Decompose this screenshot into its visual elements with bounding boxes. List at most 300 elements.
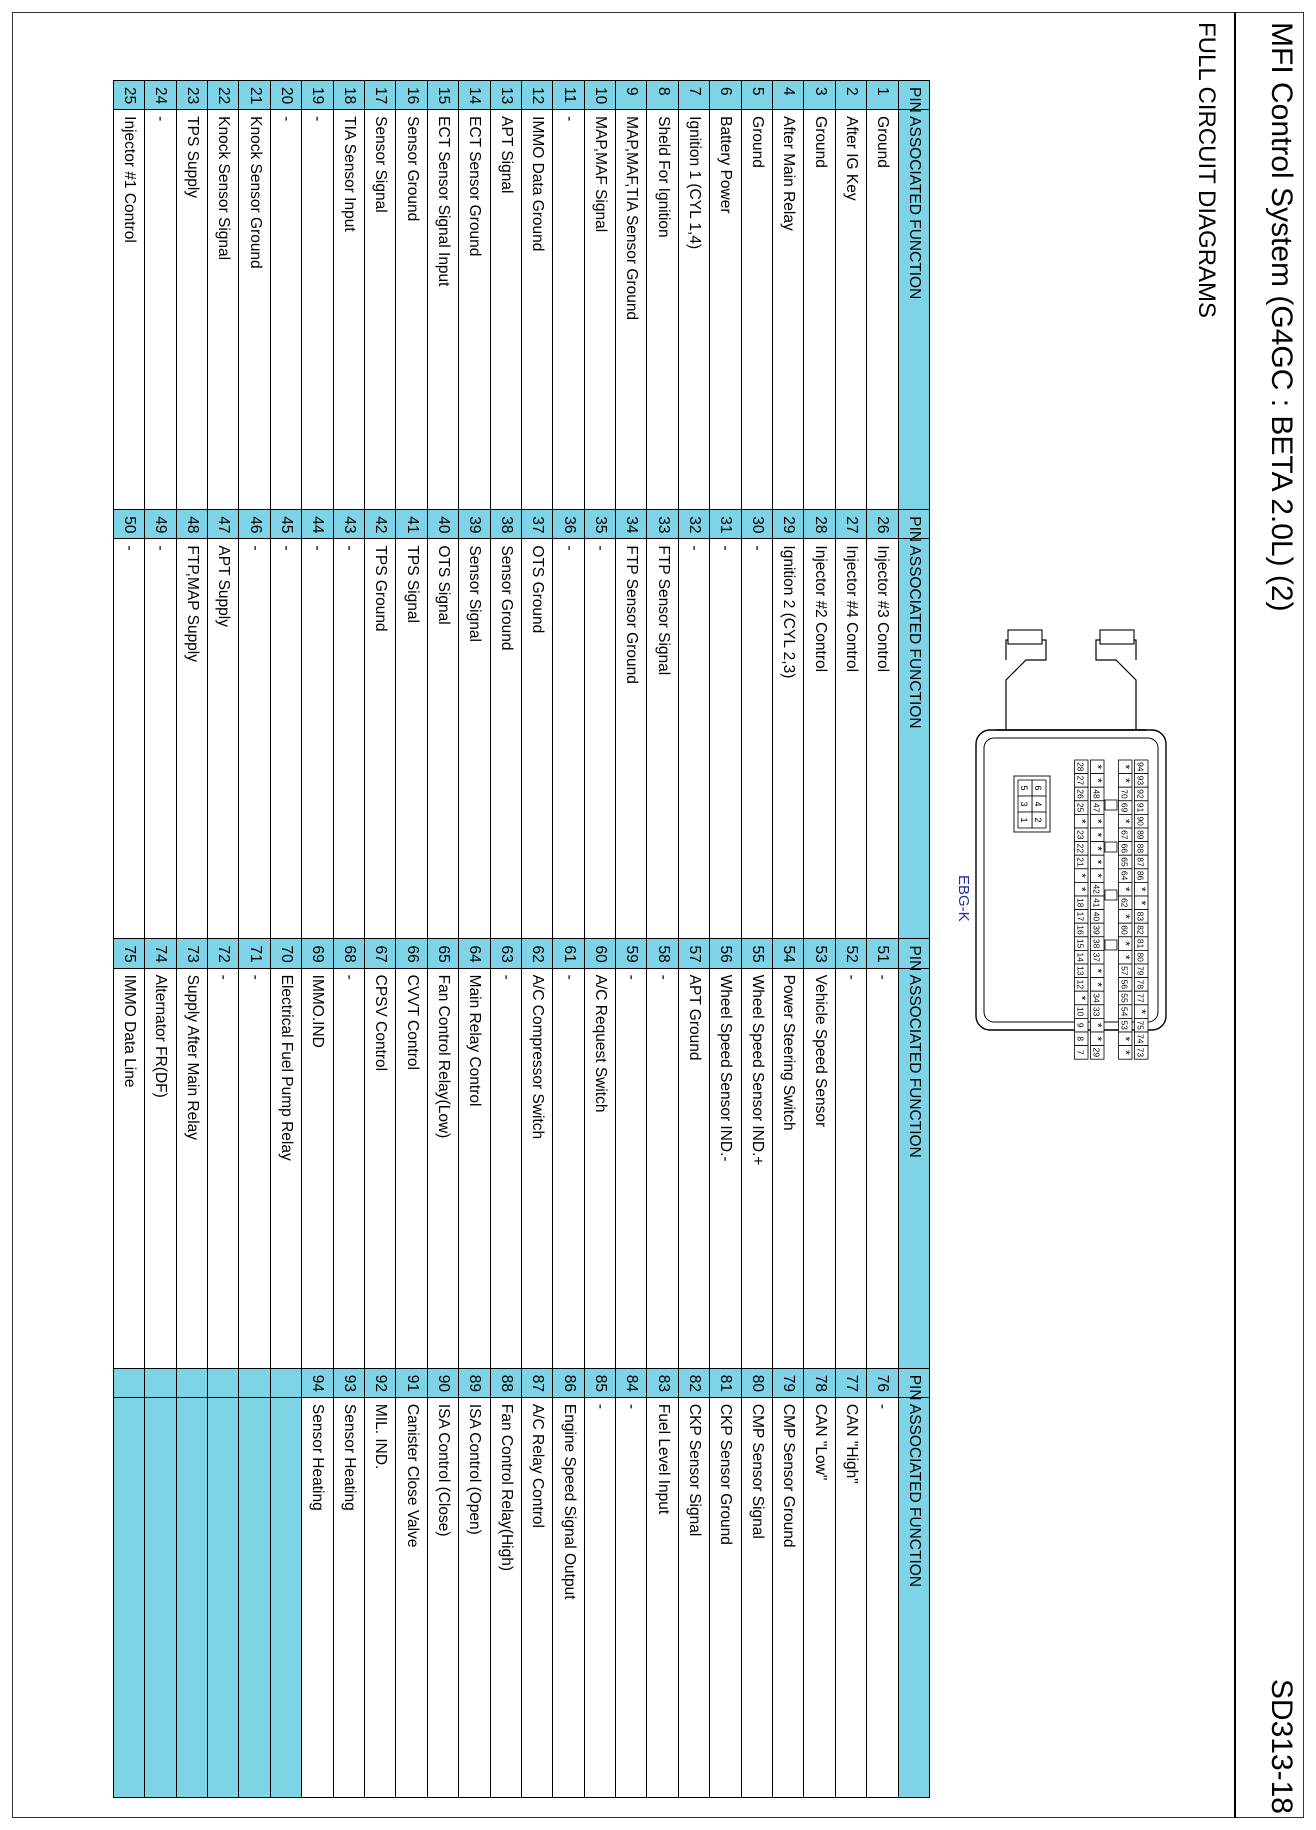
page-subtitle: FULL CIRCUIT DIAGRAMS [1193, 22, 1220, 319]
pin-label: * [1090, 859, 1105, 865]
pin-number-cell: 45 [270, 510, 301, 539]
pin-label: * [1118, 954, 1133, 960]
pin-label: 10 [1075, 1006, 1086, 1017]
pin-number-cell: 4 [773, 81, 804, 110]
pin-number-cell: 58 [647, 939, 678, 968]
key-slot [1105, 842, 1117, 852]
function-header: ASSOCIATED FUNCTION [898, 968, 929, 1368]
pin-number-cell: 64 [459, 939, 490, 968]
key-slot [1105, 800, 1117, 810]
function-cell: - [145, 539, 176, 939]
pin-number-cell: 37 [521, 510, 552, 539]
function-cell: FTP Sensor Signal [647, 539, 678, 939]
pin-number-cell: 31 [710, 510, 741, 539]
function-cell: Battery Power [710, 110, 741, 510]
function-cell: Engine Speed Signal Output [553, 1397, 584, 1797]
pin-label: 26 [1075, 789, 1086, 799]
function-cell: CMP Sensor Ground [773, 1397, 804, 1797]
pin-label: 80 [1135, 952, 1146, 962]
pin-label: * [1118, 1050, 1133, 1055]
function-cell: Knock Sensor Signal [208, 110, 239, 510]
function-cell: - [239, 539, 270, 939]
pin-label: 12 [1075, 979, 1086, 990]
function-cell: Fan Control Relay(Low) [427, 968, 458, 1368]
pin-label: 17 [1075, 911, 1086, 922]
table-row [647, 81, 678, 1798]
small-pin-label: 6 [1033, 785, 1043, 791]
pin-label: * [1074, 995, 1089, 1001]
pin-label: 73 [1135, 1047, 1146, 1058]
pin-number-cell: 77 [835, 1368, 866, 1397]
pin-label: 25 [1075, 802, 1086, 813]
pin-number-cell: 60 [584, 939, 615, 968]
function-cell: After Main Relay [773, 110, 804, 510]
pin-label: 39 [1091, 925, 1102, 935]
pin-label: 29 [1091, 1047, 1102, 1058]
pin-label: 65 [1119, 857, 1130, 867]
pin-label: * [1118, 764, 1133, 770]
function-cell: - [647, 968, 678, 1368]
pin-number-cell: 1 [867, 81, 898, 110]
table-row [710, 81, 741, 1798]
pin-header: PIN [898, 939, 929, 968]
pin-number-cell: 24 [145, 81, 176, 110]
pin-number-cell [270, 1368, 301, 1397]
small-pin-label: 2 [1033, 817, 1043, 823]
table-row [835, 81, 866, 1798]
pin-label: 67 [1119, 830, 1130, 840]
pin-number-cell: 80 [741, 1368, 772, 1397]
function-cell: ISA Control (Open) [459, 1397, 490, 1797]
pin-number-cell: 74 [145, 939, 176, 968]
pin-number-cell: 85 [584, 1368, 615, 1397]
lock-latch-bottom [1008, 630, 1042, 644]
function-cell: Sheld For Ignition [647, 110, 678, 510]
function-cell: CAN "Low" [804, 1397, 835, 1797]
function-cell: Electrical Fuel Pump Relay [270, 968, 301, 1368]
pin-label: 86 [1135, 870, 1146, 881]
pin-number-cell: 50 [113, 510, 144, 539]
function-cell [145, 1397, 176, 1797]
page-title: MFI Control System (G4GC : BETA 2.0L) (2) [1265, 22, 1298, 612]
function-cell: - [553, 110, 584, 510]
pin-number-cell: 10 [584, 81, 615, 110]
function-cell: - [333, 968, 364, 1368]
pin-label: 34 [1091, 993, 1102, 1003]
pin-number-cell: 32 [678, 510, 709, 539]
table-row [490, 81, 521, 1798]
function-cell: Sensor Signal [364, 110, 395, 510]
pin-number-cell: 89 [459, 1368, 490, 1397]
pin-number-cell: 48 [176, 510, 207, 539]
function-cell: Injector #3 Control [867, 539, 898, 939]
pin-label: * [1074, 873, 1089, 878]
pin-label: 41 [1091, 898, 1102, 908]
function-cell: Injector #1 Control [113, 110, 144, 510]
function-cell: - [741, 539, 772, 939]
pin-number-cell: 63 [490, 939, 521, 968]
pin-number-cell: 15 [427, 81, 458, 110]
function-cell: Sensor Signal [459, 539, 490, 939]
function-cell: CKP Sensor Signal [678, 1397, 709, 1797]
table-row [773, 81, 804, 1798]
pin-number-cell: 84 [616, 1368, 647, 1397]
function-cell: - [490, 968, 521, 1368]
lock-tab-top [1096, 640, 1136, 730]
pin-label: 47 [1091, 802, 1102, 813]
function-cell [270, 1397, 301, 1797]
pin-label: * [1118, 818, 1133, 824]
function-cell: - [553, 968, 584, 1368]
connector-label: EBG-K [955, 875, 972, 922]
pin-number-cell: 62 [521, 939, 552, 968]
function-cell: OTS Signal [427, 539, 458, 939]
function-cell: Ground [867, 110, 898, 510]
function-cell: Alternator FR(DF) [145, 968, 176, 1368]
pin-label: 16 [1075, 925, 1086, 935]
small-pin-label: 3 [1019, 801, 1029, 807]
pin-number-cell: 90 [427, 1368, 458, 1397]
pin-label: 78 [1135, 979, 1146, 990]
function-cell: MAP,MAF Signal [584, 110, 615, 510]
table-row [113, 81, 144, 1798]
pin-number-cell: 68 [333, 939, 364, 968]
pin-label: 53 [1119, 1020, 1130, 1030]
function-cell: Ground [741, 110, 772, 510]
table-row [208, 81, 239, 1798]
function-cell: Ignition 1 (CYL 1,4) [678, 110, 709, 510]
pin-label: * [1090, 968, 1105, 974]
pin-number-cell: 75 [113, 939, 144, 968]
pin-label: 57 [1119, 966, 1130, 976]
pin-number-cell: 11 [553, 81, 584, 110]
function-cell: ECT Sensor Signal Input [427, 110, 458, 510]
pin-number-cell: 23 [176, 81, 207, 110]
table-row [270, 81, 301, 1798]
pin-number-cell: 59 [616, 939, 647, 968]
pin-number-cell: 73 [176, 939, 207, 968]
pin-number-cell: 28 [804, 510, 835, 539]
pin-label: 14 [1075, 952, 1086, 962]
function-cell: Sensor Ground [490, 539, 521, 939]
function-cell: - [553, 539, 584, 939]
function-cell: - [270, 539, 301, 939]
pin-number-cell: 66 [396, 939, 427, 968]
pin-number-cell: 56 [710, 939, 741, 968]
function-cell: Vehicle Speed Sensor [804, 968, 835, 1368]
pin-label: * [1134, 900, 1149, 906]
function-cell: CKP Sensor Ground [710, 1397, 741, 1797]
table-row [427, 81, 458, 1798]
function-cell: - [302, 539, 333, 939]
pin-number-cell: 20 [270, 81, 301, 110]
function-cell: - [616, 1397, 647, 1797]
table-row [176, 81, 207, 1798]
pin-number-cell: 42 [364, 510, 395, 539]
key-slot [1105, 940, 1117, 950]
function-cell: Power Steering Switch [773, 968, 804, 1368]
function-cell: CPSV Control [364, 968, 395, 1368]
pin-header: PIN [898, 1368, 929, 1397]
function-cell: TPS Signal [396, 539, 427, 939]
function-cell: - [584, 539, 615, 939]
pin-number-cell: 19 [302, 81, 333, 110]
table-row [678, 81, 709, 1798]
function-header: ASSOCIATED FUNCTION [898, 539, 929, 939]
pin-table [113, 80, 930, 1798]
table-header-row [898, 81, 929, 1798]
pin-label: 33 [1091, 1006, 1102, 1017]
pin-header: PIN [898, 81, 929, 110]
function-cell: TPS Supply [176, 110, 207, 510]
function-cell: - [710, 539, 741, 939]
pin-label: 60 [1119, 925, 1130, 935]
pin-label: * [1134, 1009, 1149, 1014]
table-row [804, 81, 835, 1798]
pin-number-cell: 41 [396, 510, 427, 539]
function-cell: CMP Sensor Signal [741, 1397, 772, 1797]
function-header: ASSOCIATED FUNCTION [898, 110, 929, 510]
function-cell: - [208, 968, 239, 1368]
pin-label: 21 [1075, 857, 1086, 867]
pin-label: * [1118, 778, 1133, 783]
function-cell: - [584, 1397, 615, 1797]
function-cell: Ground [804, 110, 835, 510]
function-cell: OTS Ground [521, 539, 552, 939]
function-cell: - [835, 968, 866, 1368]
pin-number-cell: 57 [678, 939, 709, 968]
pin-number-cell [208, 1368, 239, 1397]
pin-label: 28 [1075, 762, 1086, 772]
pin-number-cell [176, 1368, 207, 1397]
pin-label: * [1090, 1036, 1105, 1042]
pin-label: 91 [1135, 802, 1146, 813]
pin-number-cell: 52 [835, 939, 866, 968]
function-cell: - [145, 110, 176, 510]
table-row [741, 81, 772, 1798]
pin-number-cell: 14 [459, 81, 490, 110]
pin-label: 40 [1091, 911, 1102, 922]
pin-number-cell: 83 [647, 1368, 678, 1397]
function-cell: CAN "High" [835, 1397, 866, 1797]
function-cell [239, 1397, 270, 1797]
pin-number-cell: 6 [710, 81, 741, 110]
pin-label: 42 [1091, 884, 1102, 894]
pin-label: 48 [1091, 789, 1102, 799]
page-code: SD313-18 [1265, 1678, 1298, 1814]
pin-label: 37 [1091, 952, 1102, 962]
pin-number-cell: 25 [113, 81, 144, 110]
pin-label: * [1090, 1022, 1105, 1028]
pin-label: * [1090, 778, 1105, 783]
function-cell: ECT Sensor Ground [459, 110, 490, 510]
pin-label: 88 [1135, 843, 1146, 854]
table-row [364, 81, 395, 1798]
pin-label: 15 [1075, 938, 1086, 949]
pin-label: 94 [1135, 762, 1146, 772]
pin-label: 9 [1075, 1022, 1086, 1028]
function-cell: Knock Sensor Ground [239, 110, 270, 510]
pin-number-cell: 91 [396, 1368, 427, 1397]
pin-label: 27 [1075, 775, 1086, 786]
pin-label: 79 [1135, 966, 1146, 976]
pin-label: 92 [1135, 789, 1146, 799]
pin-number-cell: 53 [804, 939, 835, 968]
function-cell: APT Signal [490, 110, 521, 510]
pin-label: 18 [1075, 898, 1086, 908]
pin-label: * [1090, 818, 1105, 824]
table-row [333, 81, 364, 1798]
pin-number-cell: 29 [773, 510, 804, 539]
pin-number-cell: 12 [521, 81, 552, 110]
small-pin-label: 5 [1019, 785, 1029, 791]
pin-label: * [1118, 914, 1133, 919]
function-cell: A/C Request Switch [584, 968, 615, 1368]
pin-number-cell: 9 [616, 81, 647, 110]
pin-number-cell: 2 [835, 81, 866, 110]
pin-label: * [1090, 982, 1105, 987]
pin-number-cell: 13 [490, 81, 521, 110]
function-cell: Canister Close Valve [396, 1397, 427, 1797]
table-row [239, 81, 270, 1798]
key-slot [1105, 890, 1117, 900]
pin-label: 23 [1075, 830, 1086, 840]
function-cell: - [239, 968, 270, 1368]
function-cell: - [616, 968, 647, 1368]
pin-label: 83 [1135, 911, 1146, 922]
pin-number-cell: 49 [145, 510, 176, 539]
function-cell: - [270, 110, 301, 510]
pin-label: 38 [1091, 938, 1102, 949]
pin-label: 70 [1119, 789, 1130, 799]
function-cell: IMMO.IND [302, 968, 333, 1368]
pin-label: 56 [1119, 979, 1130, 990]
pin-number-cell: 82 [678, 1368, 709, 1397]
function-cell: Fuel Level Input [647, 1397, 678, 1797]
pin-number-cell: 79 [773, 1368, 804, 1397]
function-cell: Injector #4 Control [835, 539, 866, 939]
pin-label: * [1074, 886, 1089, 892]
pin-label: 89 [1135, 830, 1146, 840]
pin-number-cell: 88 [490, 1368, 521, 1397]
pin-number-cell: 81 [710, 1368, 741, 1397]
pin-number-cell: 61 [553, 939, 584, 968]
pin-label: 13 [1075, 966, 1086, 976]
pin-number-cell: 69 [302, 939, 333, 968]
function-cell: Injector #2 Control [804, 539, 835, 939]
pin-label: 8 [1075, 1036, 1086, 1042]
pin-label: * [1090, 873, 1105, 878]
pin-number-cell: 7 [678, 81, 709, 110]
pin-label: 64 [1119, 870, 1130, 881]
function-cell: Wheel Speed Sensor IND.+ [741, 968, 772, 1368]
table-row [145, 81, 176, 1798]
function-cell: A/C Relay Control [521, 1397, 552, 1797]
pin-label: * [1090, 846, 1105, 851]
pin-number-cell: 38 [490, 510, 521, 539]
pin-header: PIN [898, 510, 929, 539]
function-cell: A/C Compressor Switch [521, 968, 552, 1368]
function-cell: - [302, 110, 333, 510]
function-cell: MAP,MAF,TIA Sensor Ground [616, 110, 647, 510]
pin-label: * [1118, 886, 1133, 892]
pin-label: * [1134, 886, 1149, 892]
function-cell: FTP Sensor Ground [616, 539, 647, 939]
pin-number-cell: 3 [804, 81, 835, 110]
pin-number-cell [145, 1368, 176, 1397]
pin-label: 82 [1135, 925, 1146, 935]
function-cell: TPS Ground [364, 539, 395, 939]
function-cell: Fan Control Relay(High) [490, 1397, 521, 1797]
function-cell: - [867, 968, 898, 1368]
pin-label: 69 [1119, 802, 1130, 813]
pin-number-cell: 92 [364, 1368, 395, 1397]
pin-label: * [1118, 941, 1133, 946]
function-cell: Ignition 2 (CYL 2,3) [773, 539, 804, 939]
pin-label: 87 [1135, 857, 1146, 867]
pin-label: 90 [1135, 816, 1146, 826]
pin-label: 81 [1135, 938, 1146, 949]
pin-label: * [1118, 1036, 1133, 1042]
pin-label: 22 [1075, 843, 1086, 854]
pin-label: 74 [1135, 1034, 1146, 1044]
function-cell [208, 1397, 239, 1797]
pin-number-cell: 35 [584, 510, 615, 539]
function-cell: Sensor Heating [302, 1397, 333, 1797]
pin-number-cell: 65 [427, 939, 458, 968]
function-cell: After IG Key [835, 110, 866, 510]
pin-number-cell: 93 [333, 1368, 364, 1397]
function-cell: TIA Sensor Input [333, 110, 364, 510]
table-row [584, 81, 615, 1798]
pin-number-cell: 51 [867, 939, 898, 968]
pin-number-cell: 46 [239, 510, 270, 539]
pin-number-cell: 5 [741, 81, 772, 110]
pin-number-cell: 39 [459, 510, 490, 539]
table-row [459, 81, 490, 1798]
pin-number-cell: 30 [741, 510, 772, 539]
small-pin-label: 1 [1019, 817, 1029, 823]
function-cell: - [113, 539, 144, 939]
table-row [396, 81, 427, 1798]
pin-number-cell: 34 [616, 510, 647, 539]
pin-number-cell: 17 [364, 81, 395, 110]
pin-number-cell: 55 [741, 939, 772, 968]
function-header: ASSOCIATED FUNCTION [898, 1397, 929, 1797]
pin-number-cell: 72 [208, 939, 239, 968]
table-row [553, 81, 584, 1798]
table-row [521, 81, 552, 1798]
function-cell: - [867, 1397, 898, 1797]
pin-number-cell: 87 [521, 1368, 552, 1397]
function-cell: Sensor Heating [333, 1397, 364, 1797]
pin-number-cell: 47 [208, 510, 239, 539]
pin-label: * [1090, 832, 1105, 838]
pin-label: 55 [1119, 993, 1130, 1003]
lock-latch-top [1100, 630, 1134, 644]
function-cell [176, 1397, 207, 1797]
pin-number-cell: 27 [835, 510, 866, 539]
function-cell: Main Relay Control [459, 968, 490, 1368]
function-cell: Wheel Speed Sensor IND.- [710, 968, 741, 1368]
table-row [616, 81, 647, 1798]
pin-number-cell: 21 [239, 81, 270, 110]
pin-number-cell: 36 [553, 510, 584, 539]
pin-label: 62 [1119, 898, 1130, 908]
pin-number-cell: 40 [427, 510, 458, 539]
small-pin-label: 4 [1033, 801, 1043, 807]
function-cell [113, 1397, 144, 1797]
